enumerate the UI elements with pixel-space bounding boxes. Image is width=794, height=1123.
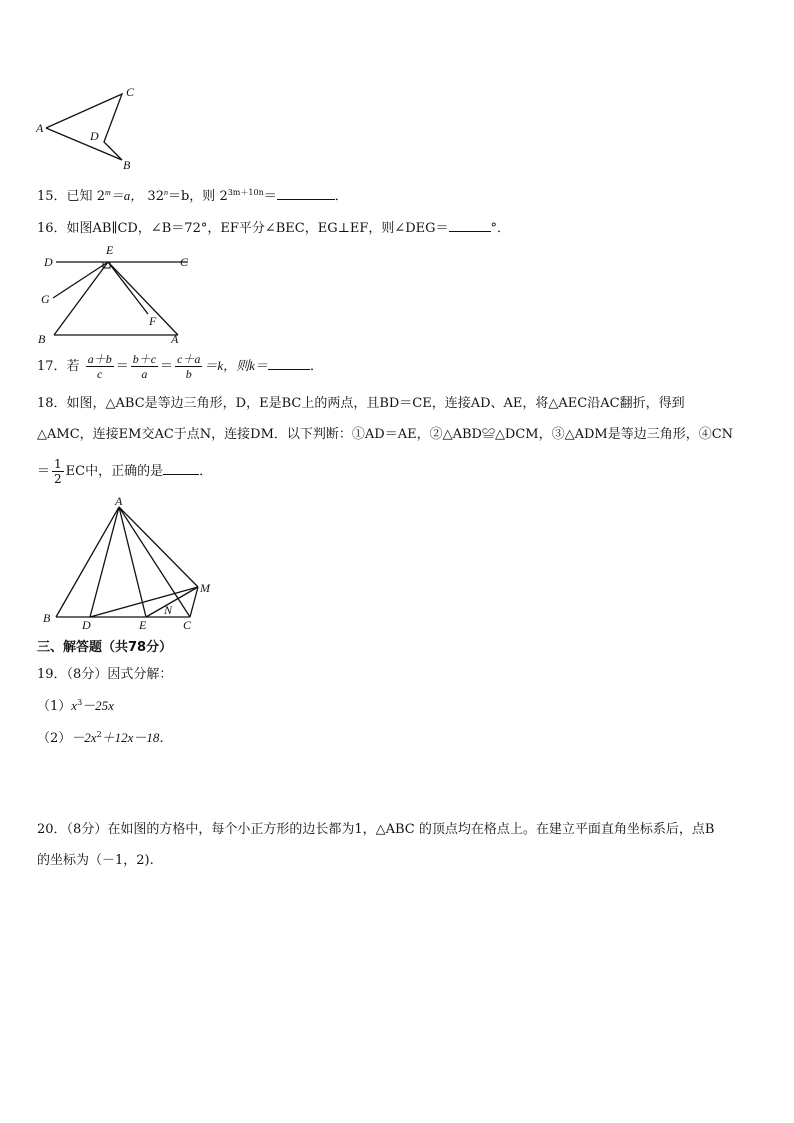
q15-number: 15． <box>37 189 67 204</box>
fig18-label-m: M <box>200 581 210 595</box>
fig-top-label-d: D <box>90 129 99 143</box>
q17-f1-num: a＋b <box>87 352 112 366</box>
q18-end: ． <box>199 464 213 479</box>
q17-eq-2: ＝ <box>160 359 174 374</box>
q16-end: °． <box>490 221 511 236</box>
question-16 <box>37 219 510 237</box>
fig16-label-b: B <box>38 332 46 346</box>
q18-line3-pre: ＝ <box>37 464 51 479</box>
q15-answer-blank <box>277 187 335 200</box>
q15-eq-b: ＝b，则 <box>167 189 216 204</box>
figure-parallel-lines <box>36 243 196 346</box>
fig-top-label-c: C <box>126 85 135 99</box>
question-15 <box>37 187 348 205</box>
figure-equilateral-triangle <box>38 494 228 632</box>
q17-prefix: 17．若 <box>37 359 80 374</box>
fig18-label-e: E <box>139 618 147 632</box>
q16-text: 16．如图AB∥CD，∠B＝72°，EF平分∠BEC，EG⊥EF，则∠DEG＝ <box>37 221 449 236</box>
q18-answer-blank <box>163 462 199 475</box>
q18-line3-post: EC中，正确的是 <box>65 464 164 479</box>
q18-line-3 <box>37 452 212 492</box>
q15-base-32: 32 <box>147 189 164 204</box>
q19-p2-sup: 2 <box>96 730 102 739</box>
q17-f1-den: c <box>97 367 103 381</box>
q16-answer-blank <box>449 219 491 232</box>
q19-part-2 <box>37 730 172 747</box>
q19-p1-x: x <box>71 698 78 713</box>
q17-k: ＝k，则k＝ <box>204 358 268 373</box>
q18-half-num: 1 <box>54 457 62 471</box>
q17-f2-num: b＋c <box>132 352 157 366</box>
section-3-heading: 三、解答题（共78分） <box>37 640 173 655</box>
fig16-label-d: D <box>44 255 53 269</box>
question-17 <box>37 346 323 387</box>
fig18-label-b: B <box>43 611 51 625</box>
fig-top-label-b: B <box>123 158 131 172</box>
q17-fraction-1 <box>86 352 114 381</box>
q17-eq-1: ＝ <box>115 359 129 374</box>
q19-p2-lead: －2x <box>71 730 97 745</box>
q15-eq-a: ＝a， <box>110 188 144 203</box>
fig18-label-n: N <box>164 603 173 617</box>
q20-line-2: 的坐标为（－1，2). <box>37 853 154 868</box>
q17-answer-blank <box>268 357 310 370</box>
fig18-label-a: A <box>115 494 123 508</box>
q17-f3-den: b <box>185 367 192 381</box>
q15-base-2: 2 <box>96 189 105 204</box>
q15-exp-big: 3m＋10n <box>227 188 264 197</box>
q18-line-2: △AMC，连接EM交AC于点N，连接DM．以下判断：①AD＝AE，②△ABD≌△DCM，③△ADM是等边三角形，④CN <box>37 427 734 442</box>
q15-tail: ＝ <box>263 189 277 204</box>
q19-p1-sup: 3 <box>77 698 83 707</box>
q17-fraction-2 <box>131 352 158 381</box>
figure-concave-quadrilateral <box>30 82 150 174</box>
fig18-label-c: C <box>183 618 192 632</box>
q17-fraction-3 <box>175 352 202 381</box>
fig18-label-d: D <box>82 618 91 632</box>
fig16-label-c: C <box>180 255 189 269</box>
q19-p1-rest: －25x <box>82 698 114 713</box>
fig16-label-a: A <box>171 332 179 346</box>
q20-line-1: 20．（8分）在如图的方格中，每个小正方形的边长都为1，△ABC 的顶点均在格点上。在建立平面直角坐标系后，点B <box>37 822 715 837</box>
q19-p2-label: （2） <box>37 731 72 746</box>
q18-half-den: 2 <box>54 472 62 486</box>
fig16-label-f: F <box>149 314 157 328</box>
q19-part-1 <box>37 698 114 715</box>
q15-base-2b: 2 <box>219 189 228 204</box>
q15-exp-n: n <box>163 188 168 197</box>
q19-p1-label: （1） <box>37 699 72 714</box>
q19-title: 19．（8分）因式分解： <box>37 667 173 682</box>
fig16-label-e: E <box>106 243 114 257</box>
fig-top-label-a: A <box>36 121 44 135</box>
q18-line-1: 18．如图，△ABC是等边三角形，D，E是BC上的两点，且BD＝CE，连接AD、AE，将△AEC沿AC翻折，得到 <box>37 396 685 411</box>
q15-known: 已知 <box>66 189 93 204</box>
q15-exp-m: m <box>104 188 111 197</box>
q17-f3-num: c＋a <box>177 352 201 366</box>
q15-end: ． <box>334 189 348 204</box>
q17-end: ． <box>309 359 323 374</box>
q17-f2-den: a <box>141 367 148 381</box>
fig16-label-g: G <box>41 292 50 306</box>
q19-p2-rest: ＋12x－18． <box>101 730 173 745</box>
q18-half-fraction <box>52 457 64 486</box>
